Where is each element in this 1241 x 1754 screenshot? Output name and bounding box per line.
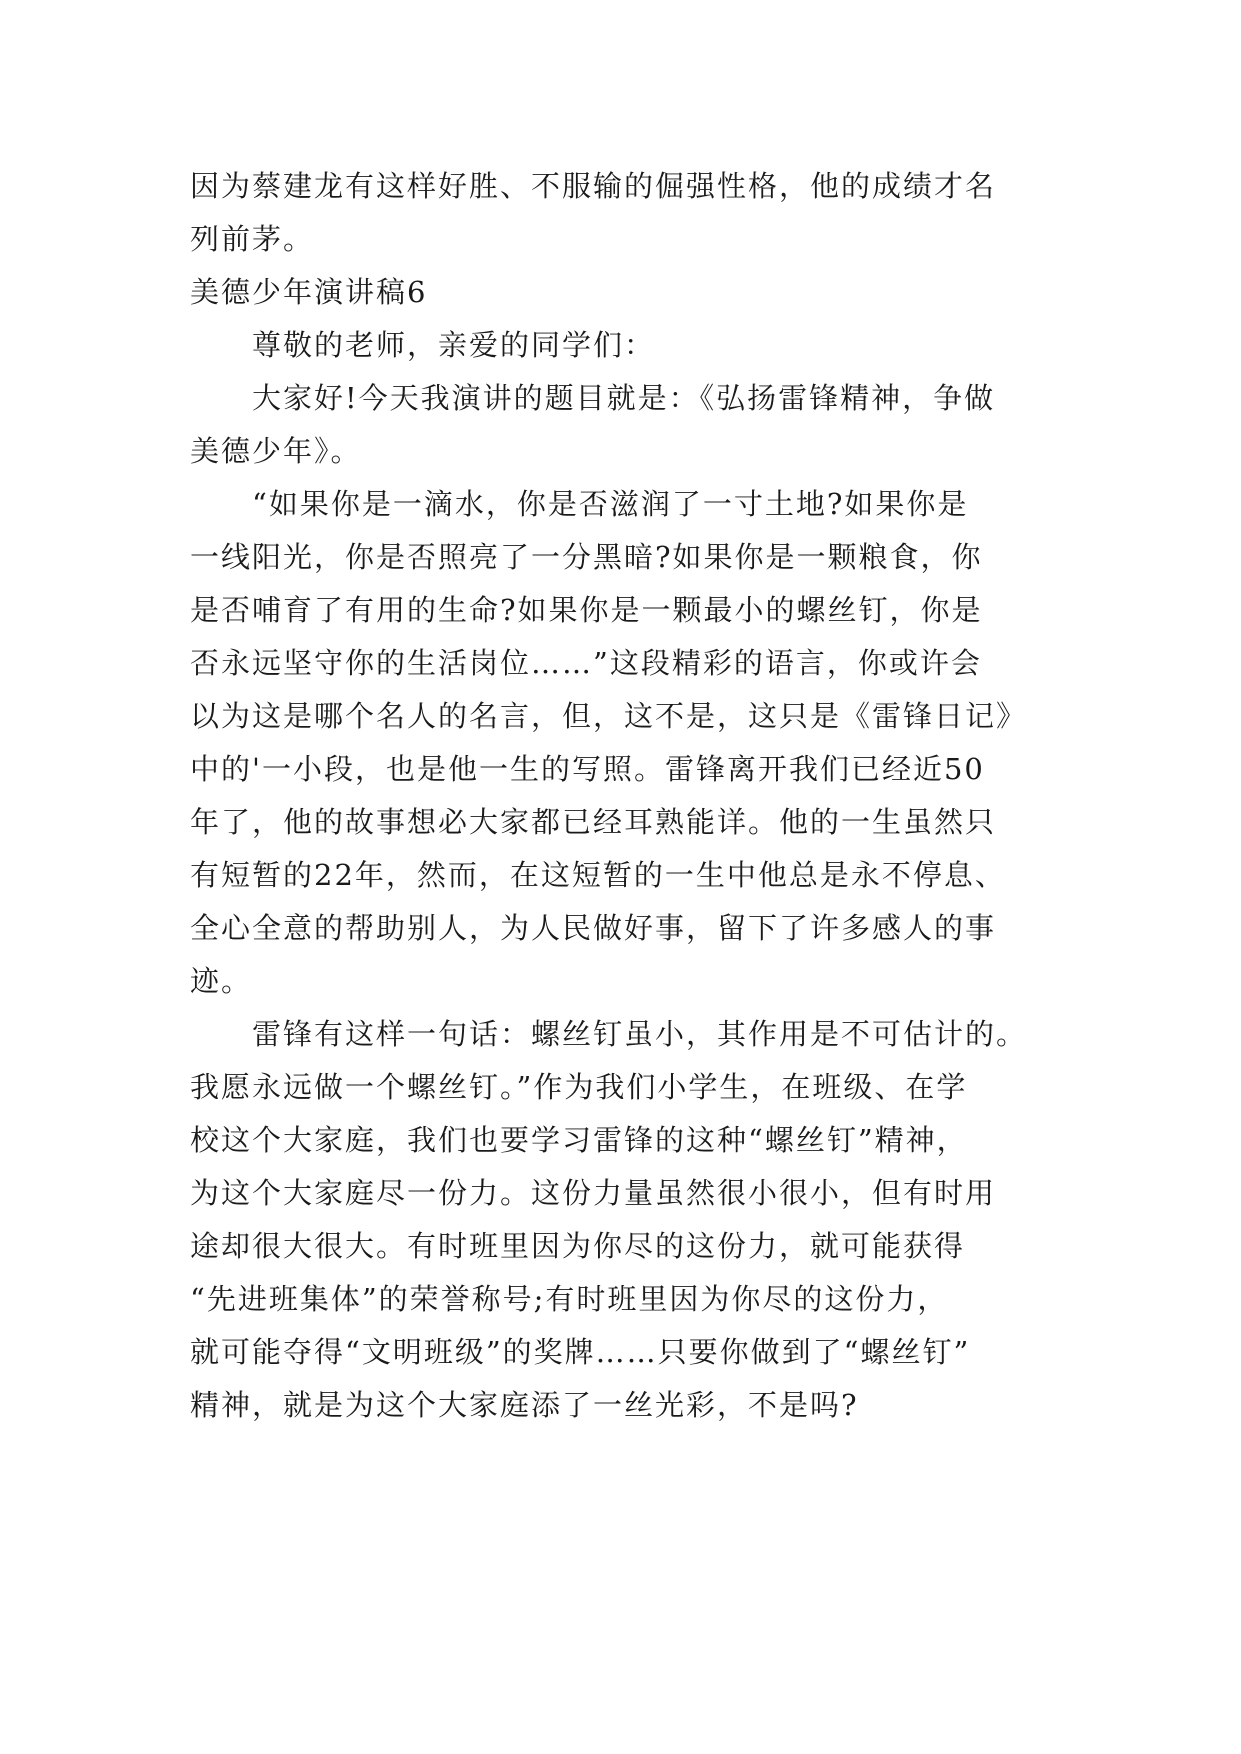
text-line: 精神，就是为这个大家庭添了一丝光彩，不是吗?	[190, 1388, 859, 1422]
text-line: 大家好!今天我演讲的题目就是：《弘扬雷锋精神，争做	[252, 381, 996, 415]
text-line: 列前茅。	[190, 222, 315, 256]
text-line: 年了，他的故事想必大家都已经耳熟能详。他的一生虽然只	[190, 805, 997, 839]
text-line: 我愿永远做一个螺丝钉。”作为我们小学生，在班级、在学	[190, 1070, 968, 1104]
text-line: 一线阳光，你是否照亮了一分黑暗?如果你是一颗粮食，你	[190, 540, 983, 574]
text-line: 是否哺育了有用的生命?如果你是一颗最小的螺丝钉，你是	[190, 593, 983, 627]
text-line: 中的'一小段，也是他一生的写照。雷锋离开我们已经近50	[190, 752, 985, 786]
text-line: 美德少年》。	[190, 434, 362, 468]
text-line: 有短暂的22年，然而，在这短暂的一生中他总是永不停息、	[190, 858, 1006, 892]
salutation: 尊敬的老师，亲爱的同学们：	[252, 328, 656, 362]
text-line: 因为蔡建龙有这样好胜、不服输的倔强性格，他的成绩才名	[190, 169, 997, 203]
text-line: 以为这是哪个名人的名言，但，这不是，这只是《雷锋日记》	[190, 699, 1028, 733]
text-line: 否永远坚守你的生活岗位……”这段精彩的语言，你或许会	[190, 646, 982, 680]
text-line: 途却很大很大。有时班里因为你尽的这份力，就可能获得	[190, 1229, 966, 1263]
text-line: 校这个大家庭，我们也要学习雷锋的这种“螺丝钉”精神，	[190, 1123, 968, 1157]
text-line: “如果你是一滴水，你是否滋润了一寸土地?如果你是	[252, 487, 969, 521]
section-heading: 美德少年演讲稿6	[190, 275, 428, 309]
text-line: 就可能夺得“文明班级”的奖牌……只要你做到了“螺丝钉”	[190, 1335, 971, 1369]
text-line: 为这个大家庭尽一份力。这份力量虽然很小很小，但有时用	[190, 1176, 997, 1210]
text-line: 雷锋有这样一句话：螺丝钉虽小，其作用是不可估计的。	[252, 1017, 1028, 1051]
text-line: 迹。	[190, 964, 253, 998]
text-line: 全心全意的帮助别人，为人民做好事，留下了许多感人的事	[190, 911, 997, 945]
text-line: “先进班集体”的荣誉称号;有时班里因为你尽的这份力，	[190, 1282, 949, 1316]
document-body	[190, 160, 1070, 1432]
